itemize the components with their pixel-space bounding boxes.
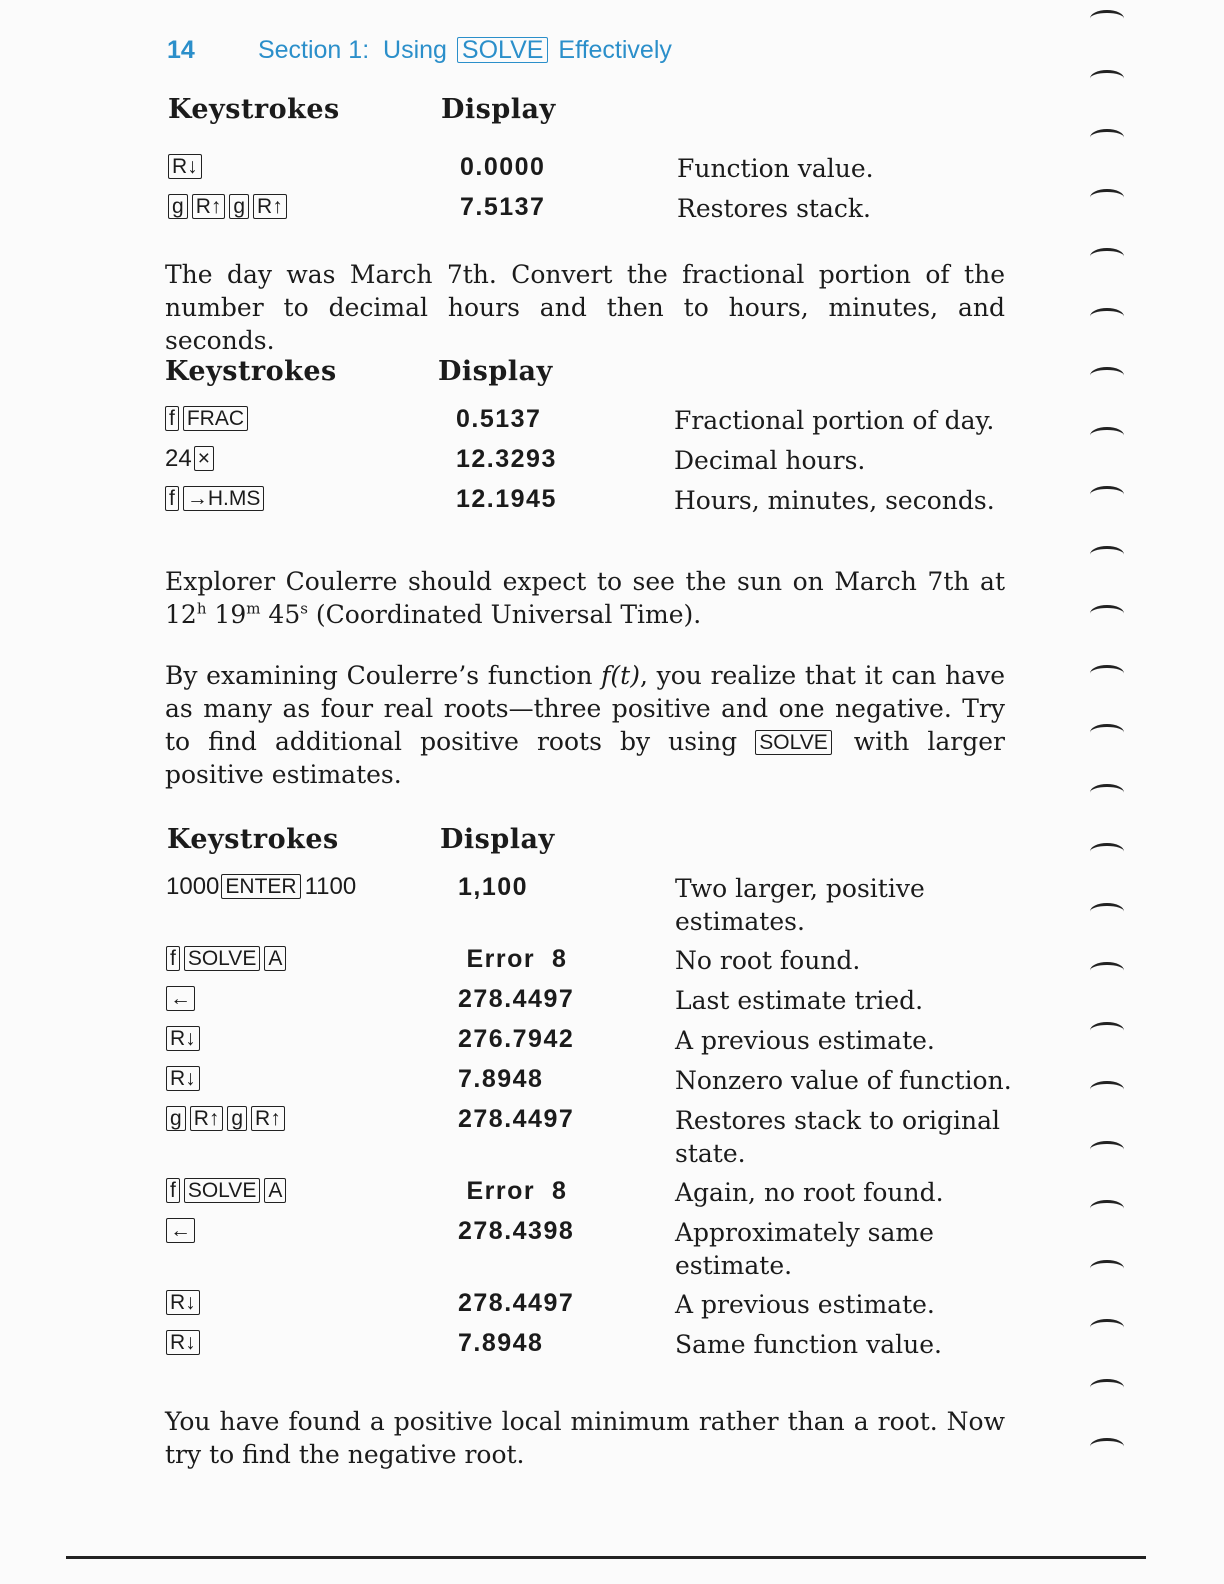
binding-ring	[1090, 367, 1124, 384]
binding-ring	[1090, 546, 1124, 563]
calculator-key-icon: R↓	[168, 154, 202, 179]
binding-ring	[1090, 784, 1124, 801]
calculator-key-icon: ×	[194, 446, 214, 471]
calculator-key-icon: ENTER	[221, 874, 300, 899]
keystroke-sequence	[166, 944, 290, 974]
keystroke-sequence	[166, 1104, 289, 1134]
text: Explorer Coulerre should expect to see the sun on March 7th at 12	[165, 567, 1005, 629]
page-header	[167, 36, 672, 65]
text: By examining Coulerre’s function	[165, 661, 602, 690]
display-heading: Display	[438, 356, 553, 387]
calculator-key-icon: R↑	[192, 194, 226, 219]
calculator-key-icon: f	[166, 1178, 180, 1203]
row-description: A previous estimate.	[675, 1026, 935, 1055]
display-value: 1,100	[458, 873, 529, 901]
paragraph-sunrise	[165, 565, 1005, 631]
keystroke-sequence	[165, 404, 252, 434]
row-description: Two larger, positive estimates.	[675, 874, 925, 936]
solve-key-icon: SOLVE	[457, 37, 549, 63]
calculator-key-icon: SOLVE	[184, 946, 260, 971]
keystroke-number: 1000	[166, 873, 220, 900]
binding-ring	[1090, 427, 1124, 444]
binding-ring	[1090, 129, 1124, 146]
display-value: 0.5137	[456, 405, 542, 433]
keystroke-sequence	[166, 1176, 290, 1206]
keystrokes-heading: Keystrokes	[167, 824, 339, 855]
keystroke-sequence	[166, 872, 356, 902]
row-description: Nonzero value of function.	[675, 1066, 1012, 1095]
calculator-key-icon: g	[227, 1106, 247, 1131]
calculator-key-icon: g	[229, 194, 249, 219]
display-value: Error 8	[458, 945, 568, 973]
page-number: 14	[167, 36, 195, 64]
calculator-key-icon: R↓	[166, 1066, 200, 1091]
row-description: Approximately same estimate.	[675, 1218, 934, 1280]
section-label: Section 1:	[257, 36, 370, 64]
calculator-key-icon: R↑	[253, 194, 287, 219]
keystroke-sequence	[166, 1024, 204, 1054]
binding-ring	[1090, 605, 1124, 622]
text: , you realize that it can have as many as four real roots—three positive and one negative. Try to find additional positive roots by using	[165, 661, 1005, 756]
display-value: 7.5137	[460, 193, 546, 221]
display-heading: Display	[441, 94, 556, 125]
solve-key-icon: SOLVE	[755, 730, 831, 755]
sup-h: h	[196, 599, 207, 618]
keystrokes-heading: Keystrokes	[168, 94, 340, 125]
binding-ring	[1090, 308, 1124, 325]
row-description: Same function value.	[675, 1330, 942, 1359]
binding-ring	[1090, 486, 1124, 503]
calculator-key-icon: R↑	[251, 1106, 285, 1131]
calculator-key-icon: R↓	[166, 1026, 200, 1051]
row-description: Hours, minutes, seconds.	[674, 486, 995, 515]
calculator-key-icon: ←	[166, 986, 195, 1011]
keystroke-sequence	[166, 984, 199, 1014]
calculator-key-icon: R↓	[166, 1330, 200, 1355]
keystroke-sequence	[166, 1328, 204, 1358]
binding-ring	[1090, 1081, 1124, 1098]
binding-ring	[1090, 189, 1124, 206]
binding-ring	[1090, 1022, 1124, 1039]
sup-m: m	[246, 599, 261, 618]
keystroke-table-1	[0, 94, 1224, 223]
display-value: 278.4497	[458, 1289, 575, 1317]
binding-ring	[1090, 843, 1124, 860]
text: with larger positive estimates.	[165, 727, 1005, 789]
display-value: 0.0000	[460, 153, 546, 181]
display-value: 12.3293	[456, 445, 557, 473]
row-description: Fractional portion of day.	[674, 406, 995, 435]
binding-ring	[1090, 1438, 1124, 1455]
sup-s: s	[300, 599, 308, 618]
page-bottom-rule	[66, 1556, 1146, 1559]
row-description: No root found.	[675, 946, 861, 975]
keystroke-sequence	[166, 1288, 204, 1318]
binding-ring	[1090, 1141, 1124, 1158]
text: 19	[206, 600, 247, 629]
display-value: 7.8948	[458, 1065, 544, 1093]
binding-ring	[1090, 903, 1124, 920]
section-title-pre: Using	[383, 36, 447, 64]
row-description: Restores stack to original state.	[675, 1106, 1000, 1168]
display-heading: Display	[440, 824, 555, 855]
row-description: Decimal hours.	[674, 446, 866, 475]
calculator-key-icon: A	[264, 946, 286, 971]
keystroke-number: 1100	[304, 873, 357, 900]
paragraph-convert: The day was March 7th. Convert the fractional portion of the number to decimal hours and then to hours, minutes, and seconds.	[165, 260, 1005, 355]
keystroke-sequence	[165, 444, 218, 474]
keystroke-number: 24	[165, 445, 192, 472]
section-title-post: Effectively	[558, 36, 672, 64]
calculator-key-icon: R↓	[166, 1290, 200, 1315]
text: 45	[260, 600, 301, 629]
keystroke-table-2	[0, 356, 1224, 515]
calculator-key-icon: SOLVE	[184, 1178, 260, 1203]
calculator-key-icon: R↑	[190, 1106, 224, 1131]
text: (Coordinated Universal Time).	[307, 600, 702, 629]
spiral-binding	[1090, 0, 1130, 1584]
calculator-key-icon: FRAC	[183, 406, 248, 431]
keystroke-sequence	[165, 484, 268, 514]
calculator-key-icon: →H.MS	[183, 486, 265, 511]
display-value: 278.4497	[458, 985, 575, 1013]
display-value: 7.8948	[458, 1329, 544, 1357]
display-value: 278.4497	[458, 1105, 575, 1133]
calculator-key-icon: ←	[166, 1218, 195, 1243]
binding-ring	[1090, 70, 1124, 87]
calculator-key-icon: f	[166, 946, 180, 971]
paragraph-roots	[165, 659, 1005, 791]
keystroke-sequence	[166, 1064, 204, 1094]
binding-ring	[1090, 1200, 1124, 1217]
calculator-key-icon: f	[165, 406, 179, 431]
function-name: f(t)	[601, 661, 640, 690]
display-value: 12.1945	[456, 485, 557, 513]
calculator-key-icon: g	[168, 194, 188, 219]
keystrokes-heading: Keystrokes	[165, 356, 337, 387]
binding-ring	[1090, 665, 1124, 682]
row-description: A previous estimate.	[675, 1290, 935, 1319]
paragraph-conclusion: You have found a positive local minimum rather than a root. Now try to find the negative root.	[165, 1407, 1005, 1469]
binding-ring	[1090, 1379, 1124, 1396]
binding-ring	[1090, 1319, 1124, 1336]
row-description: Last estimate tried.	[675, 986, 924, 1015]
row-description: Restores stack.	[677, 194, 871, 223]
row-description: Function value.	[677, 154, 874, 183]
keystroke-sequence	[168, 152, 206, 182]
calculator-key-icon: g	[166, 1106, 186, 1131]
display-value: Error 8	[458, 1177, 568, 1205]
binding-ring	[1090, 10, 1124, 27]
binding-ring	[1090, 962, 1124, 979]
calculator-key-icon: f	[165, 486, 179, 511]
calculator-key-icon: A	[264, 1178, 286, 1203]
display-value: 276.7942	[458, 1025, 575, 1053]
keystroke-table-3	[0, 824, 1224, 1359]
binding-ring	[1090, 724, 1124, 741]
keystroke-sequence	[166, 1216, 199, 1246]
keystroke-sequence	[168, 192, 291, 222]
row-description: Again, no root found.	[675, 1178, 944, 1207]
binding-ring	[1090, 248, 1124, 265]
binding-ring	[1090, 1260, 1124, 1277]
display-value: 278.4398	[458, 1217, 575, 1245]
